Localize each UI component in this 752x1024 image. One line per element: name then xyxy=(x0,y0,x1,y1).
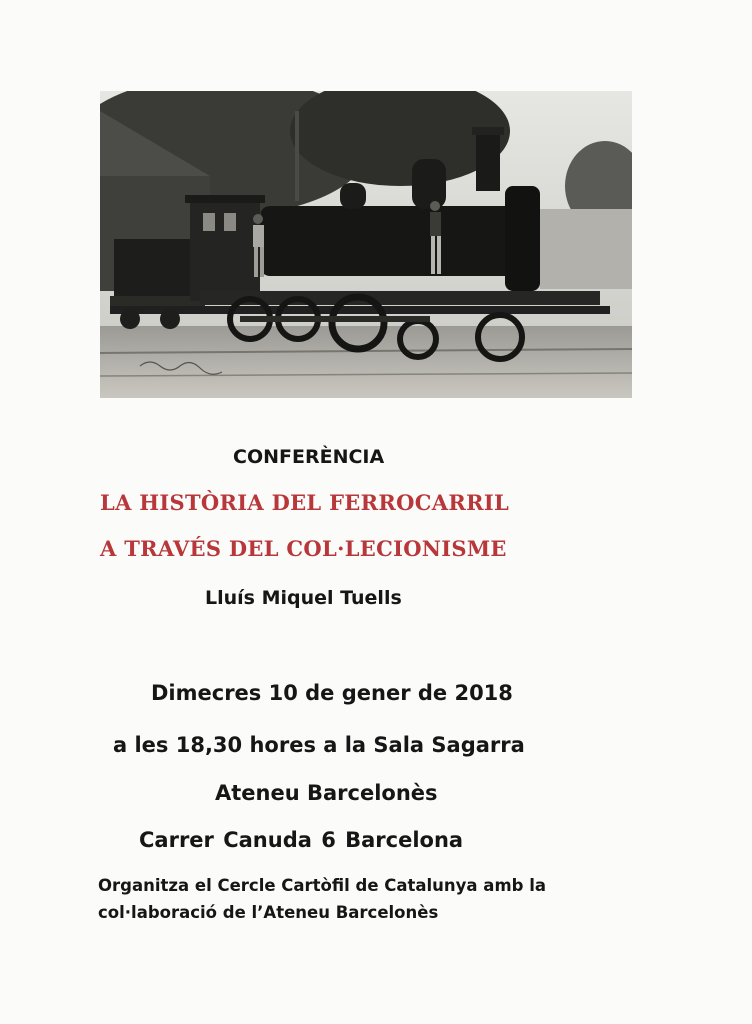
event-venue: Ateneu Barcelonès xyxy=(215,781,438,805)
event-address: Carrer Canuda 6 Barcelona xyxy=(139,828,464,852)
speaker-name: Lluís Miquel Tuells xyxy=(205,587,402,609)
conference-heading: CONFERÈNCIA xyxy=(233,446,385,468)
organizer-line-1: Organitza el Cercle Cartòfil de Catalunya amb la xyxy=(98,876,546,895)
steam-locomotive-photo-icon xyxy=(100,91,632,398)
locomotive-photo xyxy=(100,91,632,398)
event-time-place: a les 18,30 hores a la Sala Sagarra xyxy=(113,733,525,757)
title-line-1: LA HISTÒRIA DEL FERROCARRIL xyxy=(100,490,510,515)
organizer-line-2: col·laboració de l’Ateneu Barcelonès xyxy=(98,903,439,922)
event-date: Dimecres 10 de gener de 2018 xyxy=(151,681,513,705)
title-line-2: A TRAVÉS DEL COL·LECIONISME xyxy=(100,536,507,561)
